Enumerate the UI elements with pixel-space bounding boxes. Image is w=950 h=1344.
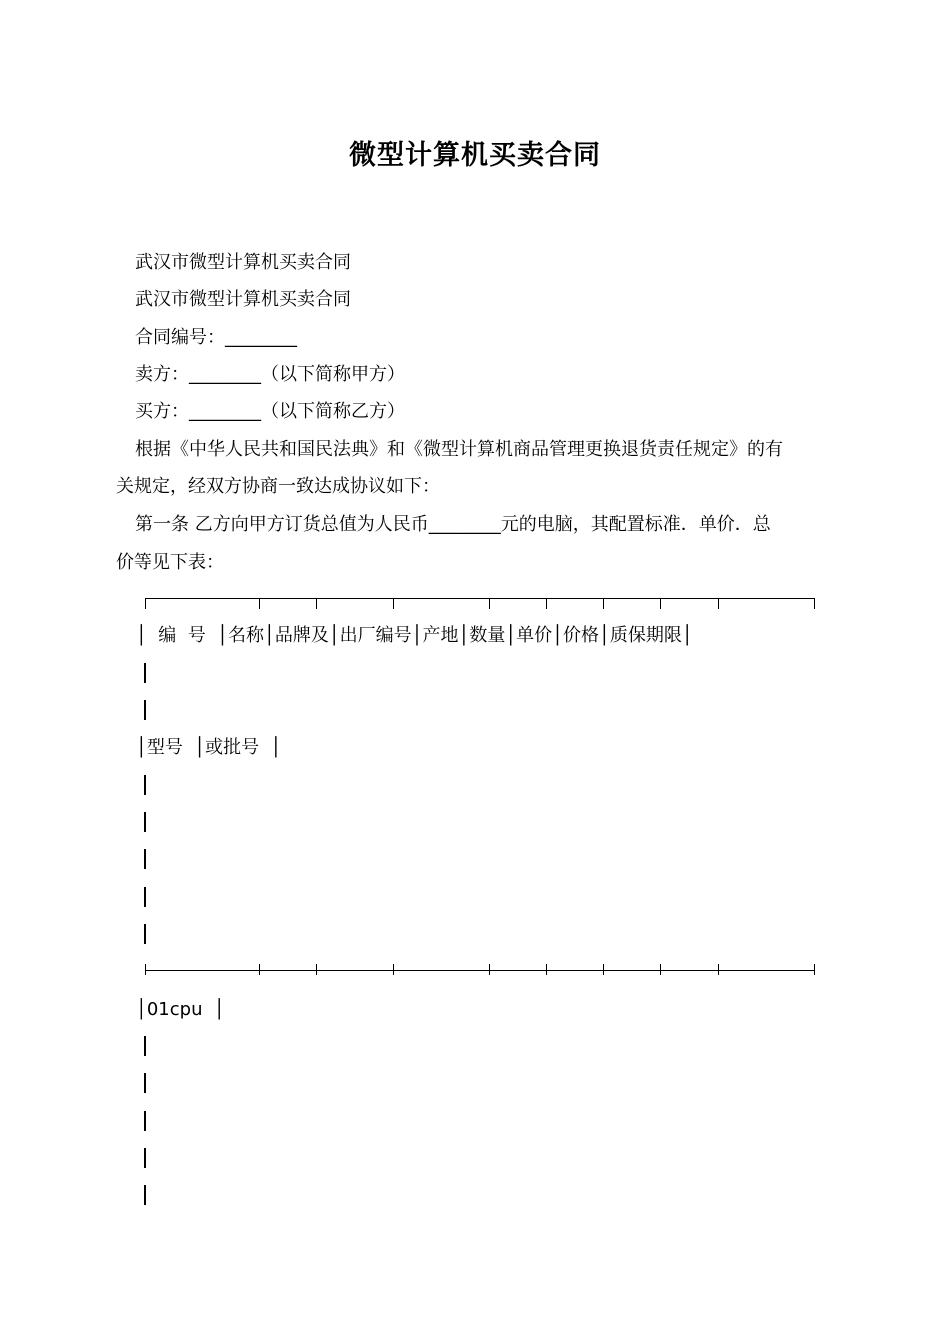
table-bar (144, 1036, 146, 1056)
basis-paragraph-line-2: 关规定，经双方协商一致达成协议如下： (116, 476, 440, 497)
buyer-line: 买方：________（以下简称乙方） (135, 401, 405, 422)
table-bar (144, 849, 146, 869)
table-sub-header-row: │型号 │或批号 │ (136, 737, 282, 758)
table-bar (144, 663, 146, 683)
article-1-line-1: 第一条 乙方向甲方订货总值为人民币________元的电脑，其配置标准．单价．总 (135, 514, 771, 535)
table-bar (144, 924, 146, 944)
table-bar (144, 1185, 146, 1205)
table-bar (144, 1073, 146, 1093)
table-bar (144, 812, 146, 832)
seller-line: 卖方：________（以下简称甲方） (135, 364, 405, 385)
basis-paragraph-line-1: 根据《中华人民共和国民法典》和《微型计算机商品管理更换退货责任规定》的有 (135, 439, 783, 460)
contract-number: 合同编号：________ (135, 327, 297, 348)
table-bar (144, 1148, 146, 1168)
page-title: 微型计算机买卖合同 (349, 140, 601, 171)
table-header-row: │ 编 号 │名称│品牌及│出厂编号│产地│数量│单价│价格│质保期限│ (136, 625, 693, 646)
paragraph-2: 武汉市微型计算机买卖合同 (135, 289, 351, 310)
table-bar (144, 887, 146, 907)
table-bar (144, 775, 146, 795)
table-bar (144, 700, 146, 720)
paragraph-1: 武汉市微型计算机买卖合同 (135, 252, 351, 273)
article-1-line-2: 价等见下表： (116, 552, 224, 573)
table-bar (144, 1111, 146, 1131)
table-data-row: │01cpu │ (136, 999, 225, 1020)
